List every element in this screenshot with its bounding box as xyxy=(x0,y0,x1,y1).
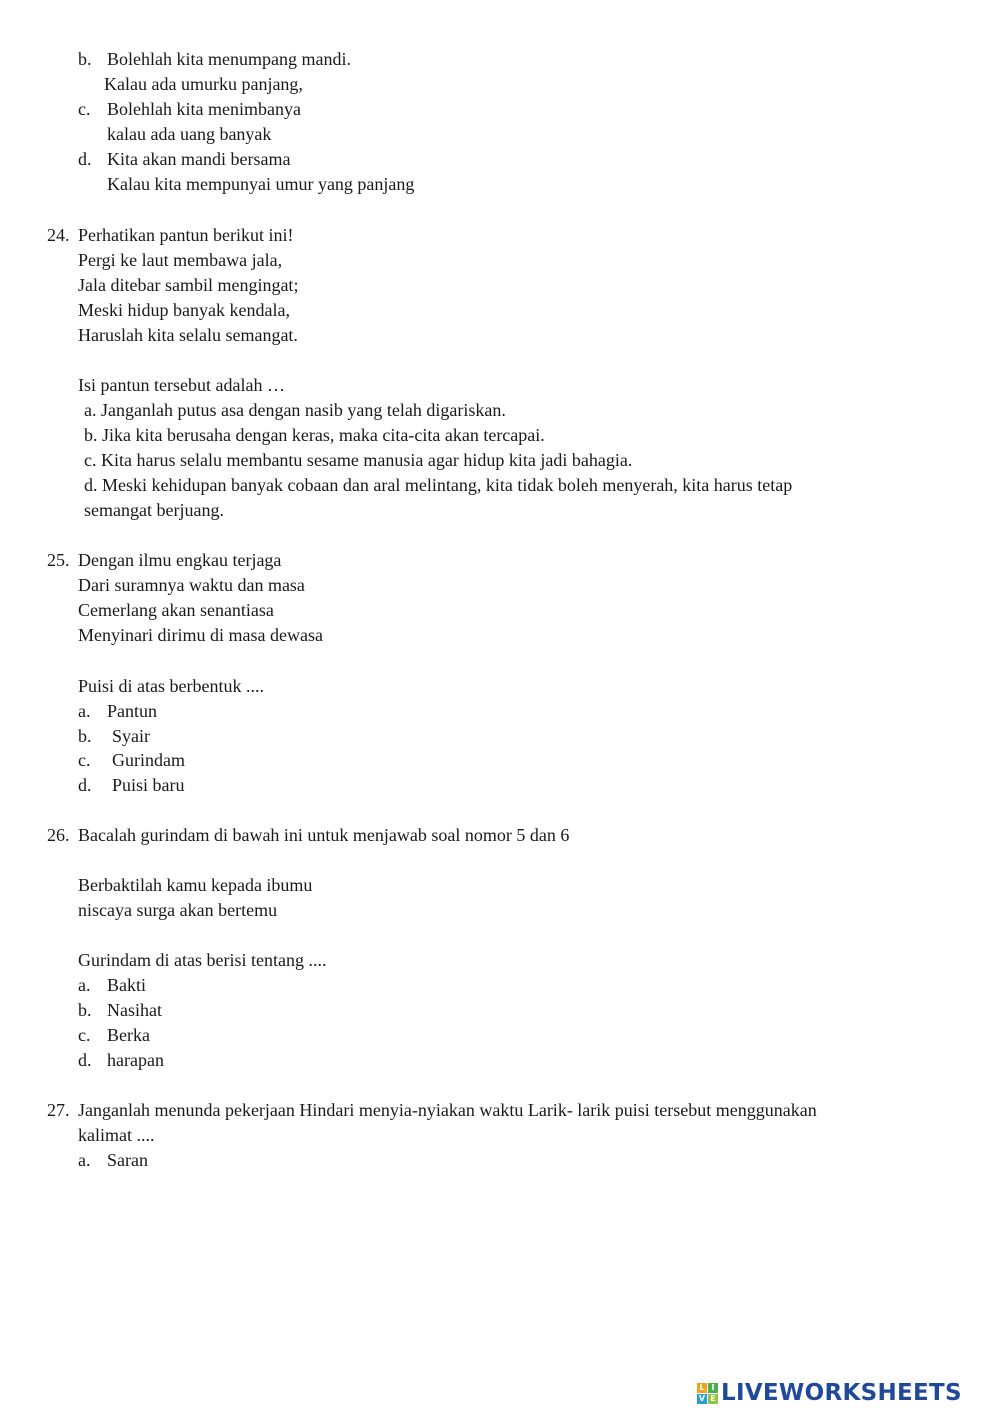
verse-line: Berbaktilah kamu kepada ibumu xyxy=(78,875,313,895)
option-text: Gurindam xyxy=(112,750,185,770)
logo-letter-e: E xyxy=(708,1394,718,1404)
option-text: Berka xyxy=(107,1025,150,1045)
logo-grid-icon xyxy=(697,1383,718,1404)
option-letter: d. xyxy=(78,1050,92,1070)
option-letter: a. xyxy=(78,701,91,721)
verse-line: Haruslah kita selalu semangat. xyxy=(78,325,298,345)
verse-line: Meski hidup banyak kendala, xyxy=(78,300,290,320)
option-text: Syair xyxy=(112,726,150,746)
question-prompt: Bacalah gurindam di bawah ini untuk menjawab soal nomor 5 dan 6 xyxy=(78,825,570,845)
question-prompt: Perhatikan pantun berikut ini! xyxy=(78,225,294,245)
verse-line: Dengan ilmu engkau terjaga xyxy=(78,550,282,570)
option-letter: a. xyxy=(78,975,91,995)
answer-option: a. Janganlah putus asa dengan nasib yang telah digariskan. xyxy=(84,400,506,420)
option-text: Bakti xyxy=(107,975,146,995)
option-letter: b. xyxy=(78,1000,92,1020)
answer-option-continuation: semangat berjuang. xyxy=(84,500,224,520)
question-number: 26. xyxy=(47,825,70,845)
option-letter: c. xyxy=(78,750,91,770)
answer-option: b. Jika kita berusaha dengan keras, maka cita-cita akan tercapai. xyxy=(84,425,545,445)
verse-line: Dari suramnya waktu dan masa xyxy=(78,575,305,595)
liveworksheets-logo xyxy=(697,1380,962,1406)
option-letter: b. xyxy=(78,726,92,746)
answer-option: c. Kita harus selalu membantu sesame manusia agar hidup kita jadi bahagia. xyxy=(84,450,633,470)
verse-line: Menyinari dirimu di masa dewasa xyxy=(78,625,323,645)
option-text: Kalau kita mempunyai umur yang panjang xyxy=(107,174,415,194)
question-text: Janganlah menunda pekerjaan Hindari menyia-nyiakan waktu Larik- larik puisi tersebut menggunakan xyxy=(78,1100,817,1120)
question-number: 25. xyxy=(47,550,70,570)
option-letter: d. xyxy=(78,149,92,169)
verse-line: Cemerlang akan senantiasa xyxy=(78,600,274,620)
option-text: Kita akan mandi bersama xyxy=(107,149,291,169)
question-text: Gurindam di atas berisi tentang .... xyxy=(78,950,327,970)
option-text: Saran xyxy=(107,1150,148,1170)
question-number: 24. xyxy=(47,225,70,245)
verse-line: Pergi ke laut membawa jala, xyxy=(78,250,283,270)
logo-wordmark: LIVEWORKSHEETS xyxy=(721,1380,962,1406)
option-text: Bolehlah kita menumpang mandi. xyxy=(107,49,351,69)
question-text-continuation: kalimat .... xyxy=(78,1125,155,1145)
option-letter: b. xyxy=(78,49,92,69)
logo-letter-i: I xyxy=(708,1383,718,1393)
logo-letter-v: V xyxy=(698,1394,706,1403)
option-text: Nasihat xyxy=(107,1000,162,1020)
verse-line: Jala ditebar sambil mengingat; xyxy=(78,275,299,295)
answer-option: d. Meski kehidupan banyak cobaan dan aral melintang, kita tidak boleh menyerah, kita harus tetap xyxy=(84,475,793,495)
option-letter: a. xyxy=(78,1150,91,1170)
option-letter: d. xyxy=(78,775,92,795)
option-text: Pantun xyxy=(107,701,158,721)
question-text: Puisi di atas berbentuk .... xyxy=(78,676,264,696)
option-text: harapan xyxy=(107,1050,164,1070)
option-letter: c. xyxy=(78,99,91,119)
option-text: kalau ada uang banyak xyxy=(107,124,272,144)
option-text: Bolehlah kita menimbanya xyxy=(107,99,301,119)
question-text: Isi pantun tersebut adalah … xyxy=(78,375,285,395)
logo-letter-l: L xyxy=(697,1383,707,1393)
question-number: 27. xyxy=(47,1100,70,1120)
verse-line: niscaya surga akan bertemu xyxy=(78,900,278,920)
option-letter: c. xyxy=(78,1025,91,1045)
option-text: Puisi baru xyxy=(112,775,185,795)
option-text: Kalau ada umurku panjang, xyxy=(104,74,303,94)
